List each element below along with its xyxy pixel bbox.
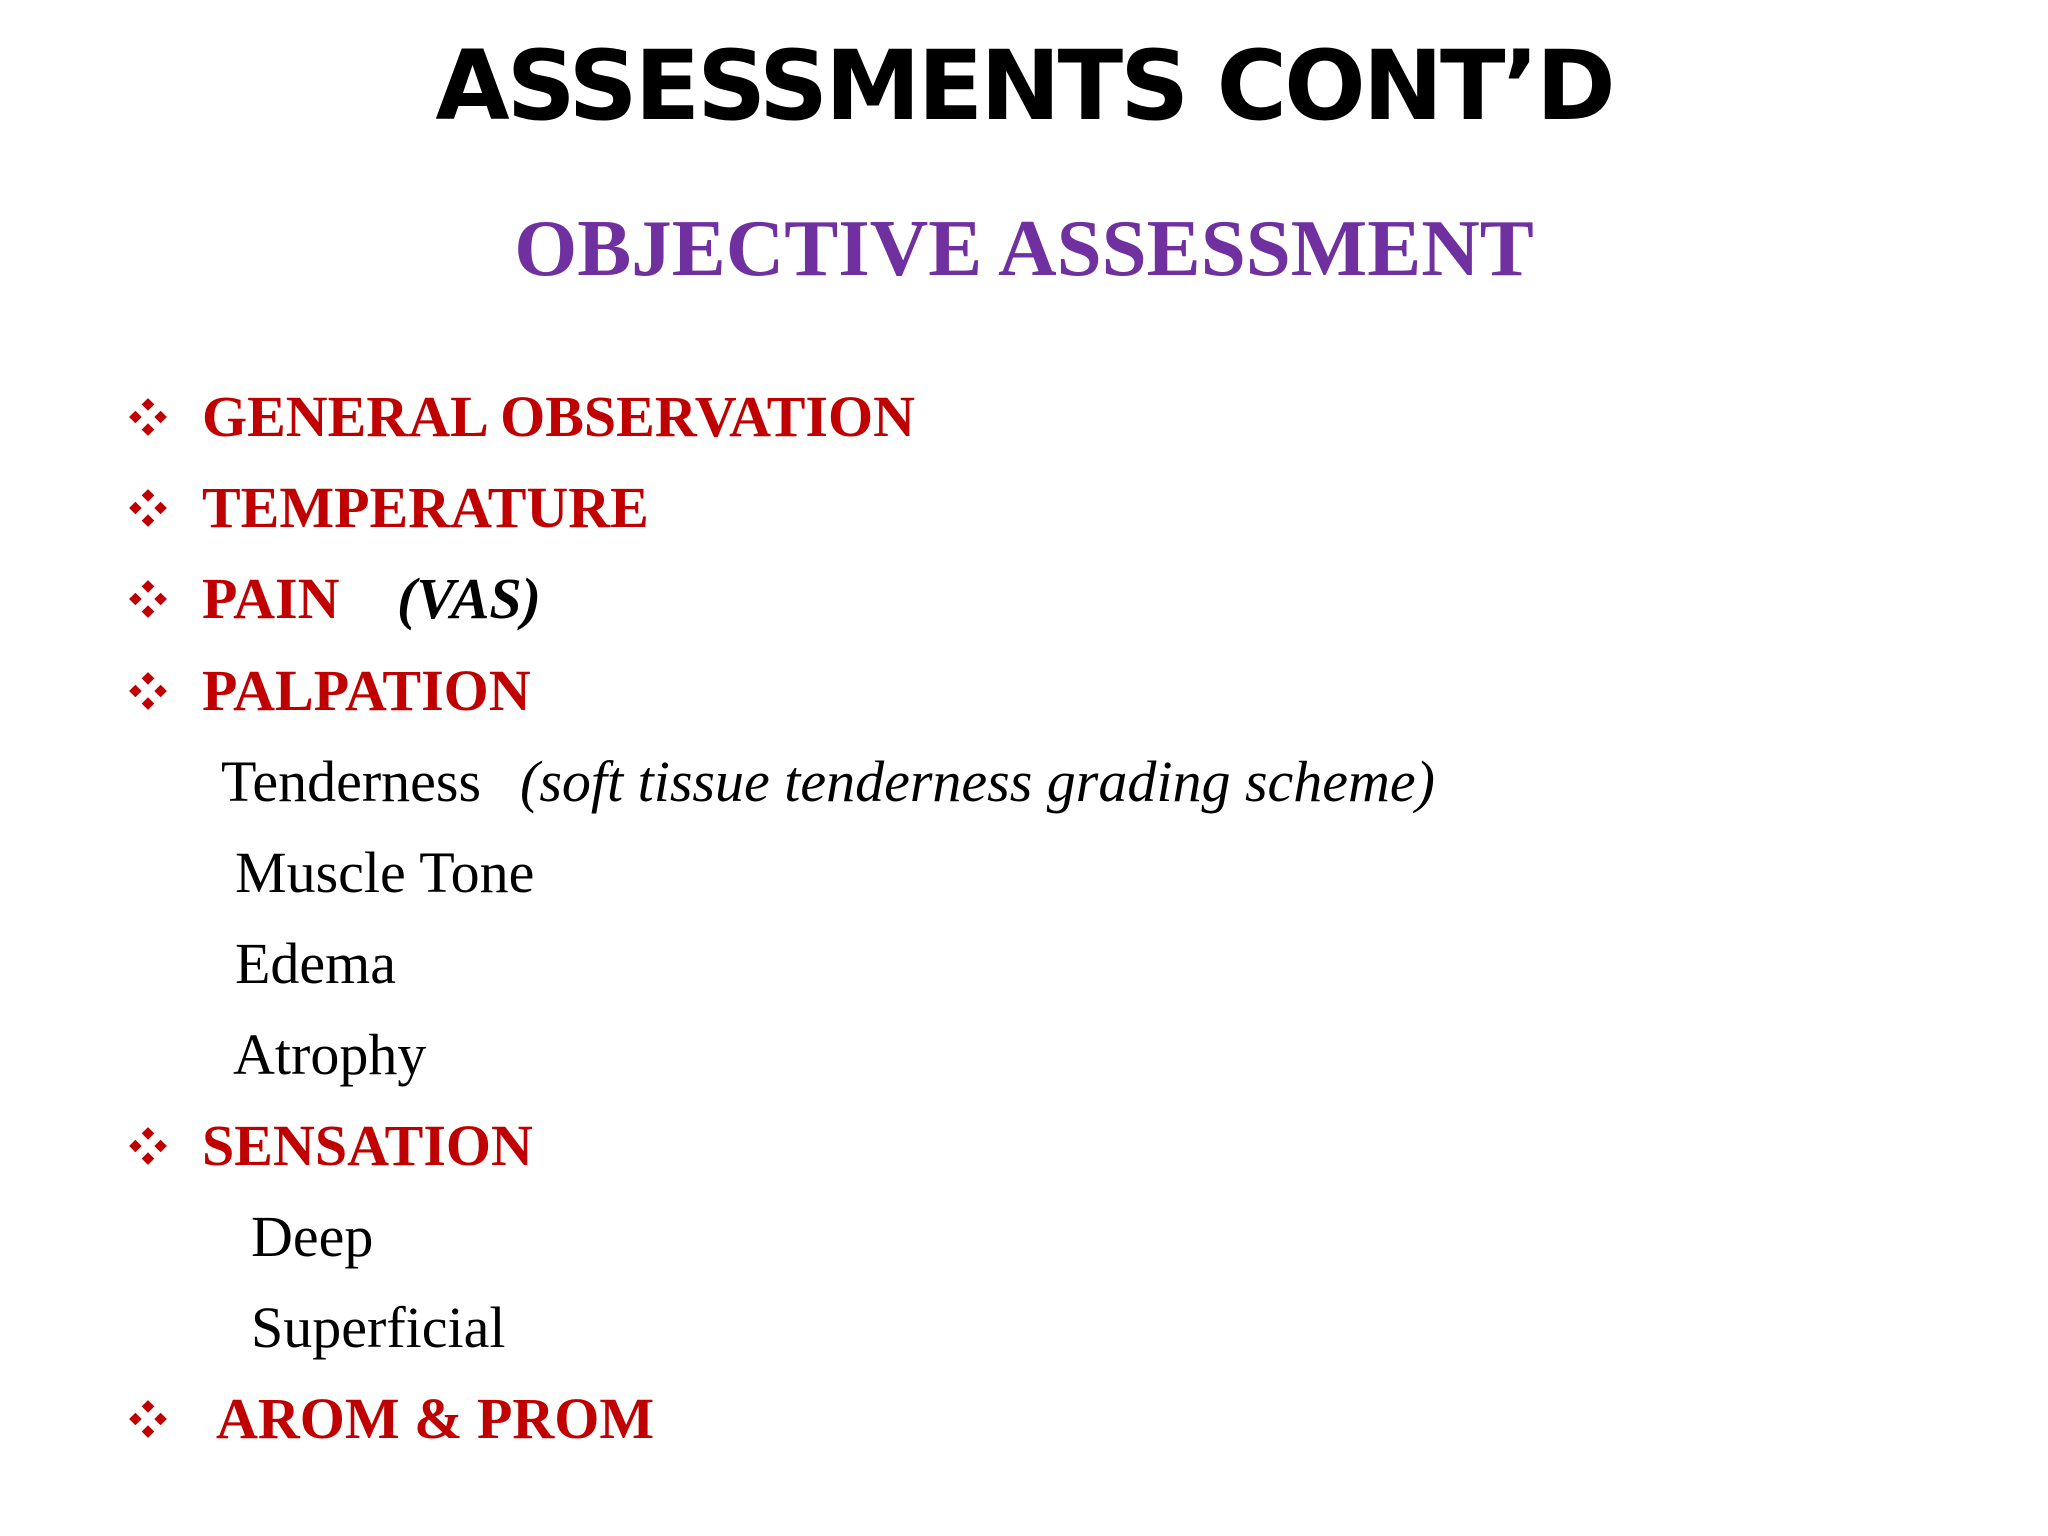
sub-item-label: Tenderness [221, 749, 482, 814]
diamond-bullet-icon [125, 382, 185, 452]
slide-subtitle: OBJECTIVE ASSESSMENT [514, 203, 1534, 293]
list-item-label: PALPATION [202, 658, 531, 723]
sub-item-label: Edema [235, 931, 397, 996]
list-item-label: AROM & PROM [216, 1386, 655, 1451]
diamond-bullet-icon [125, 1384, 185, 1454]
sub-item-label: Superficial [251, 1295, 506, 1360]
diamond-bullet-icon [125, 656, 185, 726]
diamond-bullet-icon [125, 473, 185, 543]
pain-scale-note: (VAS) [397, 566, 541, 631]
tenderness-note: (soft tissue tenderness grading scheme) [520, 749, 1435, 814]
slide-title: ASSESSMENTS CONT’D [435, 30, 1613, 142]
diamond-bullet-icon [125, 1111, 185, 1181]
list-item-label: GENERAL OBSERVATION [202, 384, 915, 449]
list-item-label: TEMPERATURE [202, 475, 649, 540]
sub-item-label: Muscle Tone [235, 840, 535, 905]
sub-item-label: Deep [251, 1204, 374, 1269]
diamond-bullet-icon [125, 564, 185, 634]
sub-item-label: Atrophy [233, 1022, 427, 1087]
list-item-label: PAIN [202, 566, 340, 631]
list-item-label: SENSATION [202, 1113, 533, 1178]
